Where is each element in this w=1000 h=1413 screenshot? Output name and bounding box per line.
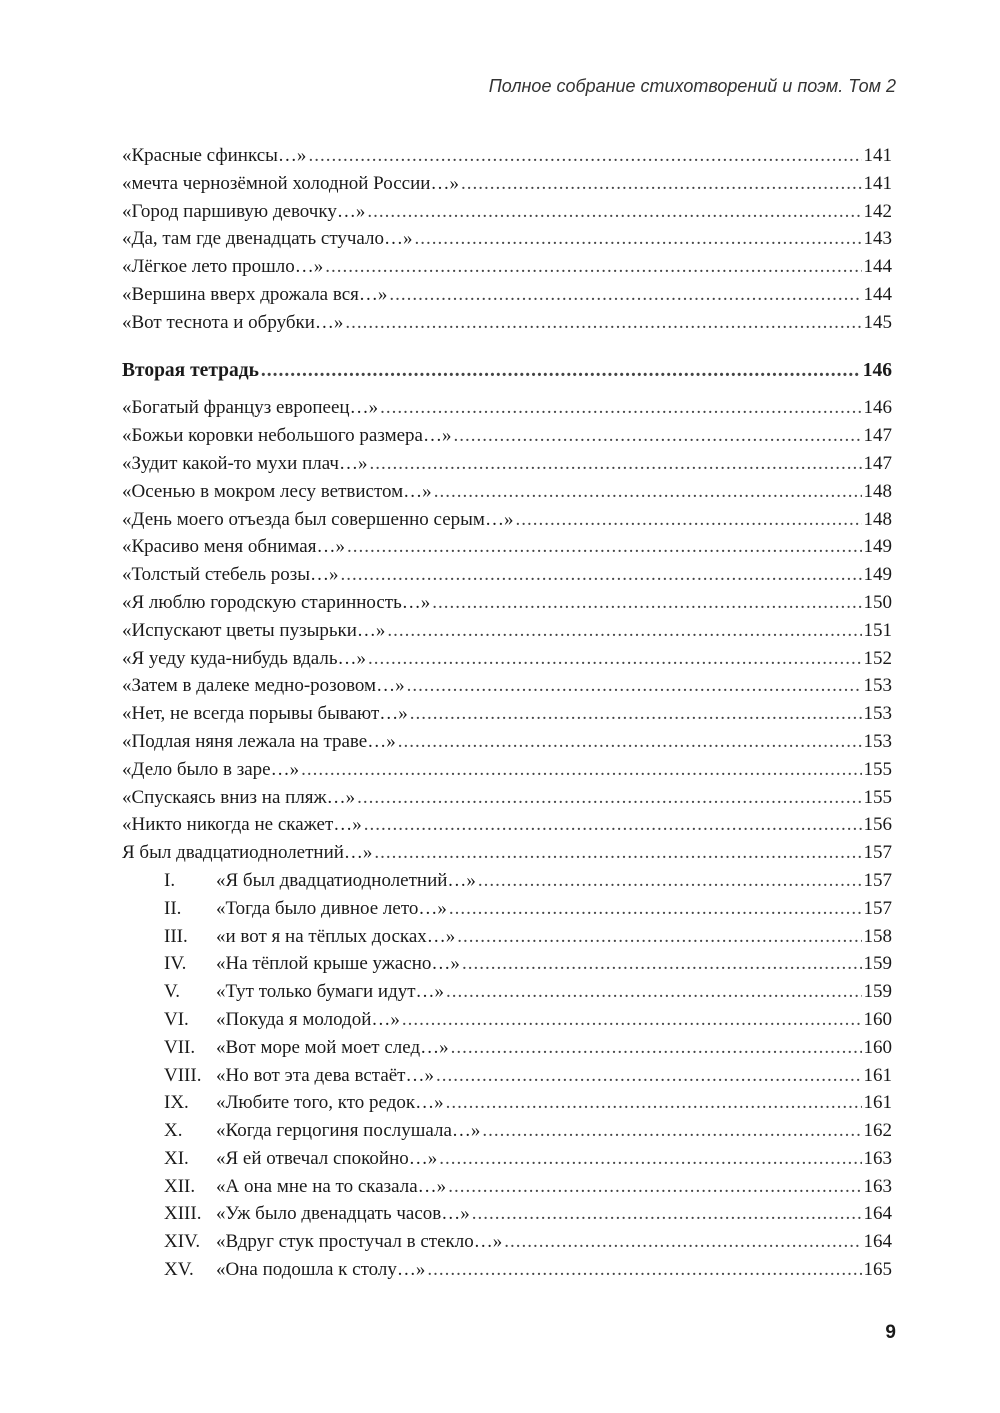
entry-roman-numeral: III. [164,925,188,947]
dot-leader [515,506,861,534]
entry-title: «и вот я на тёплых досках…» [216,925,456,947]
dot-leader [407,672,862,700]
entry-title: «Зудит какой-то мухи плач…» [122,452,368,474]
entry-page-number: 149 [863,564,892,586]
entry-roman-numeral: VI. [164,1008,189,1030]
dot-leader [432,589,861,617]
entry-roman-numeral: V. [164,981,181,1003]
entry-page-number: 155 [863,786,892,808]
dot-leader [410,700,862,728]
entry-page-number: 143 [863,228,892,250]
entry-title: «Осенью в мокром лесу ветвистом…» [122,480,432,502]
toc-group-2 [122,394,892,867]
dot-leader [261,357,861,385]
entry-title: «Подлая няня лежала на траве…» [122,730,396,752]
toc-entry[interactable] [122,728,892,756]
toc-entry[interactable] [122,198,892,226]
toc-entry[interactable] [122,253,892,281]
entry-roman-numeral: IV. [164,953,187,975]
entry-title: «Когда герцогиня послушала…» [216,1120,481,1142]
toc-entry[interactable] [122,784,892,812]
toc-entry[interactable] [122,225,892,253]
entry-title: «Вершина вверх дрожала вся…» [122,283,388,305]
toc-entry[interactable] [122,617,892,645]
entry-page-number: 157 [863,869,892,891]
dot-leader [389,281,861,309]
toc-entry[interactable] [122,478,892,506]
toc-entry[interactable] [122,867,892,895]
toc-entry[interactable] [122,1089,892,1117]
entry-title: «мечта чернозёмной холодной России…» [122,172,459,194]
entry-title: «Богатый француз европеец…» [122,397,379,419]
toc-entry[interactable] [122,422,892,450]
dot-leader [415,225,862,253]
dot-leader [301,756,861,784]
entry-title: «Дело было в заре…» [122,758,300,780]
page-number: 9 [885,1322,896,1343]
entry-title: «Красиво меня обнимая…» [122,536,345,558]
entry-title: «Любите того, кто редок…» [216,1092,444,1114]
entry-title: «Тут только бумаги идут…» [216,981,445,1003]
entry-page-number: 161 [863,1064,892,1086]
dot-leader [347,533,862,561]
entry-title: «Я люблю городскую старинность…» [122,591,431,613]
toc-entry[interactable] [122,672,892,700]
entry-title: «Она подошла к столу…» [216,1259,426,1281]
toc-entry[interactable] [122,1006,892,1034]
entry-page-number: 141 [863,145,892,166]
toc-entry[interactable] [122,533,892,561]
toc-entry[interactable] [122,811,892,839]
toc-entry[interactable] [122,1034,892,1062]
toc-entry[interactable] [122,700,892,728]
dot-leader [448,1173,861,1201]
entry-page-number: 149 [863,536,892,558]
toc-entry[interactable] [122,950,892,978]
toc-entry[interactable] [122,450,892,478]
section-title: Вторая тетрадь [122,359,259,381]
toc-entry[interactable] [122,978,892,1006]
dot-leader [345,309,861,337]
entry-title: «Город паршивую девочку…» [122,200,366,222]
entry-page-number: 165 [863,1259,892,1281]
dot-leader [449,895,862,923]
dot-leader [462,950,862,978]
entry-roman-numeral: XV. [164,1259,194,1281]
entry-title: «Я уеду куда-нибудь вдаль…» [122,647,367,669]
dot-leader [439,1145,861,1173]
toc-entry[interactable] [122,506,892,534]
dot-leader [446,978,861,1006]
entry-title: «На тёплой крыше ужасно…» [216,953,460,975]
dot-leader [446,1089,862,1117]
toc-entry[interactable] [122,1117,892,1145]
entry-page-number: 156 [863,814,892,836]
toc-entry[interactable] [122,839,892,867]
entry-roman-numeral: I. [164,869,176,891]
toc-group-1 [122,142,892,337]
entry-page-number: 148 [863,508,892,530]
dot-leader [380,394,861,422]
dot-leader [453,422,861,450]
entry-title: «А она мне на то сказала…» [216,1175,447,1197]
entry-title: «Испускают цветы пузырьки…» [122,619,386,641]
entry-roman-numeral: XIII. [164,1203,202,1225]
entry-title: «Тогда было дивное лето…» [216,897,447,919]
dot-leader [325,253,861,281]
running-title: Полное собрание стихотворений и поэм. Том 2 [488,76,896,96]
dot-leader [308,142,861,170]
entry-title: «Нет, не всегда порывы бывают…» [122,703,408,725]
entry-page-number: 152 [863,647,892,669]
dot-leader [461,170,862,198]
entry-roman-numeral: XIV. [164,1231,201,1253]
dot-leader [369,450,861,478]
toc-entry[interactable] [122,1173,892,1201]
entry-title: «Но вот эта дева встаёт…» [216,1064,434,1086]
entry-title: «Вот теснота и обрубки…» [122,311,344,333]
toc-entry[interactable] [122,561,892,589]
toc-entry[interactable] [122,394,892,422]
entry-page-number: 158 [863,925,892,947]
toc-entry[interactable] [122,756,892,784]
dot-leader [398,728,862,756]
entry-page-number: 153 [863,703,892,725]
entry-title: «Красные сфинксы…» [122,145,307,166]
dot-leader [341,561,862,589]
toc-entry[interactable] [122,589,892,617]
dot-leader [504,1228,861,1256]
toc-entry[interactable] [122,309,892,337]
entry-page-number: 157 [863,897,892,919]
table-of-contents [122,142,892,1284]
entry-page-number: 142 [863,200,892,222]
toc-entry[interactable] [122,1228,892,1256]
entry-page-number: 141 [863,172,892,194]
entry-roman-numeral: VII. [164,1036,196,1058]
entry-title: «Покуда я молодой…» [216,1008,400,1030]
entry-page-number: 153 [863,730,892,752]
dot-leader [364,811,862,839]
toc-entry[interactable] [122,1145,892,1173]
entry-title: «Спускаясь вниз на пляж…» [122,786,356,808]
entry-page-number: 163 [863,1175,892,1197]
entry-title: «Я был двадцатиоднолетний…» [216,869,476,891]
entry-page-number: 164 [863,1203,892,1225]
dot-leader [436,1062,862,1090]
dot-leader [427,1256,861,1284]
dot-leader [367,198,861,226]
entry-page-number: 159 [863,981,892,1003]
entry-roman-numeral: VIII. [164,1064,202,1086]
toc-section-heading[interactable] [122,357,892,385]
entry-title: «Да, там где двенадцать стучало…» [122,228,413,250]
dot-leader [457,923,861,951]
entry-page-number: 160 [863,1008,892,1030]
entry-title: «Вот море мой моет след…» [216,1036,449,1058]
entry-title: «Я ей отвечал спокойно…» [216,1147,438,1169]
entry-title: «Божьи коровки небольшого размера…» [122,425,452,447]
toc-entry[interactable] [122,1200,892,1228]
entry-page-number: 164 [863,1231,892,1253]
toc-entry[interactable] [122,1256,892,1284]
entry-page-number: 163 [863,1147,892,1169]
toc-entry[interactable] [122,1062,892,1090]
entry-page-number: 162 [863,1120,892,1142]
entry-page-number: 151 [863,619,892,641]
entry-title: Я был двадцатиоднолетний…» [122,842,373,864]
entry-page-number: 153 [863,675,892,697]
entry-page-number: 148 [863,480,892,502]
entry-page-number: 150 [863,591,892,613]
dot-leader [434,478,862,506]
entry-title: «Никто никогда не скажет…» [122,814,362,836]
toc-entry[interactable] [122,923,892,951]
entry-roman-numeral: IX. [164,1092,189,1114]
entry-roman-numeral: II. [164,897,182,919]
toc-entry[interactable] [122,170,892,198]
dot-leader [451,1034,862,1062]
entry-title: «Затем в далеке медно-розовом…» [122,675,405,697]
entry-title: «День моего отъезда был совершенно серым…» [122,508,514,530]
entry-roman-numeral: XI. [164,1147,189,1169]
entry-page-number: 159 [863,953,892,975]
entry-title: «Уж было двенадцать часов…» [216,1203,470,1225]
toc-entry[interactable] [122,281,892,309]
dot-leader [402,1006,862,1034]
dot-leader [478,867,862,895]
entry-page-number: 145 [863,311,892,333]
dot-leader [357,784,861,812]
entry-page-number: 147 [863,452,892,474]
entry-title: «Лёгкое лето прошло…» [122,256,324,278]
dot-leader [368,645,861,673]
dot-leader [374,839,861,867]
entry-title: «Толстый стебель розы…» [122,564,339,586]
dot-leader [387,617,861,645]
entry-page-number: 147 [863,425,892,447]
entry-roman-numeral: XII. [164,1175,196,1197]
entry-page-number: 155 [863,758,892,780]
entry-title: «Вдруг стук простучал в стекло…» [216,1231,503,1253]
dot-leader [482,1117,861,1145]
entry-page-number: 144 [863,256,892,278]
entry-page-number: 160 [863,1036,892,1058]
entry-page-number: 146 [863,397,892,419]
toc-subitems [122,867,892,1284]
toc-entry[interactable] [122,645,892,673]
toc-entry[interactable] [122,142,892,170]
section-page-number: 146 [862,359,892,381]
toc-entry[interactable] [122,895,892,923]
dot-leader [472,1200,862,1228]
entry-page-number: 144 [863,283,892,305]
entry-page-number: 161 [863,1092,892,1114]
entry-page-number: 157 [863,842,892,864]
entry-roman-numeral: X. [164,1120,183,1142]
